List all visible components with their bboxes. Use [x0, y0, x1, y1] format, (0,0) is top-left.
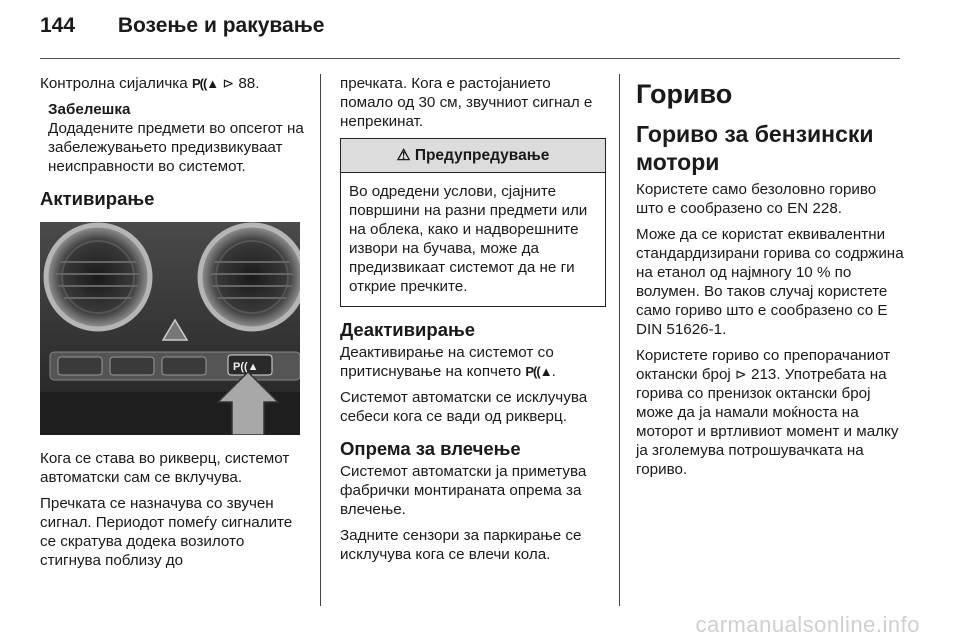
page-ref-icon: ⊳ [735, 366, 747, 382]
column-1 [40, 74, 308, 577]
note-text: Додадените предмети во опсегот на забележувањето предизвикуваат неисправности во системот. [48, 120, 304, 175]
page-section-title: Возење и ракување [117, 14, 325, 37]
heading-deactivation: Деактивирање [340, 319, 476, 340]
towing-para-1: Системот автоматски ја приметува фабрички монтираната опрема за влечење. [340, 463, 587, 518]
towing-para-2: Задните сензори за паркирање се исклучува кога се влечи кола. [340, 527, 582, 563]
deactivation-para-2: Системот автоматски се исклучува себеси кога се вади од рикверц. [340, 389, 588, 425]
park-assist-button-label: P((▲ [233, 361, 259, 373]
fuel-para-2: Може да се користат еквивалентни стандардизирани горива со содржина на етанол од најмногу 10 % по волумен. Во таков случај користете само гориво што е сообразено со E DIN 51626-1. [636, 226, 904, 338]
heading-activation: Активирање [40, 188, 155, 209]
subsection-title-petrol: Гориво за бензински мотори [636, 121, 874, 175]
obstacle-para: пречката. Кога е растојанието помало од 30 см, звучниот сигнал е непрекинат. [340, 75, 593, 130]
warning-triangle-icon: ⚠ [396, 147, 411, 164]
column-3 [636, 74, 906, 486]
heading-towing: Опрема за влечење [340, 438, 521, 459]
header-rule [40, 58, 900, 59]
warning-text: Во одредени услови, сјајните површини на разни предмети или на облека, како и надворешните извори на бучава, може да предизвикаат системот да не ги открие пречките. [349, 183, 588, 295]
column-2 [340, 74, 606, 571]
watermark: carmanualsonline.info [695, 612, 920, 637]
dashboard-figure [40, 222, 300, 435]
page-ref-icon: ⊳ [222, 75, 235, 91]
page-number: 144 [40, 14, 76, 37]
warning-box [340, 138, 606, 307]
note-box [40, 100, 308, 176]
park-assist-icon: P((▲ [191, 76, 219, 91]
warning-title: Предупредување [414, 147, 550, 164]
dashboard-illustration [40, 222, 300, 435]
column-divider-1 [320, 74, 321, 606]
section-title-fuel: Гориво [636, 79, 733, 109]
note-title: Забелешка [48, 101, 131, 118]
activation-para-2: Пречката се назначува со звучен сигнал. Периодот помеѓу сигналите се скратува додека возилото стигнува поблизу до [40, 495, 293, 569]
warning-header [341, 139, 605, 173]
column-divider-2 [619, 74, 620, 606]
fuel-para-3: Користете гориво со препорачаниот октански број ⊳ 213. Употребата на горива со пренизок октански број може да ја намали моќноста на моторот и вртливиот момент и малку ја зголемува потрошувачката на гориво. [636, 347, 899, 478]
fuel-para-1: Користете само безоловно гориво што е сообразено со EN 228. [636, 181, 877, 217]
page-header [40, 14, 324, 38]
park-assist-icon: P((▲ [525, 364, 552, 379]
activation-para-1: Кога се става во рикверц, системот автоматски сам се вклучува. [40, 450, 290, 486]
deactivation-para-1: Деактивирање на системот со притиснување на копчето P((▲. [340, 344, 556, 380]
indicator-line: Контролна сијаличка P((▲ ⊳ 88. [40, 75, 260, 92]
